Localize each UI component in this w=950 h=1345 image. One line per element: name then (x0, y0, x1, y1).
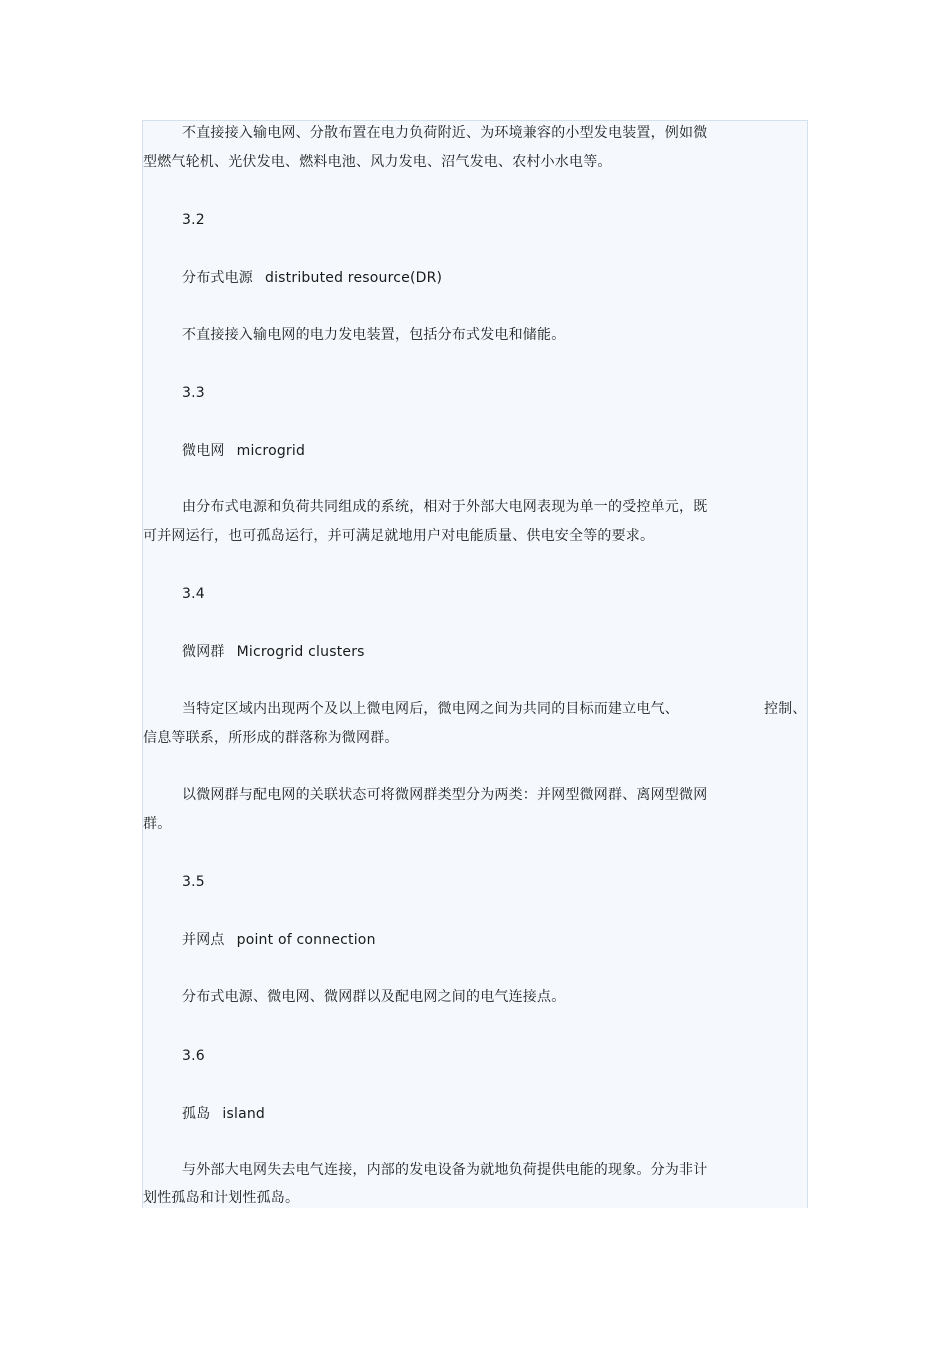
term-chinese: 分布式电源 (182, 270, 253, 286)
section-number: 3.4 (182, 586, 205, 602)
term-heading (182, 442, 305, 460)
term-chinese: 并网点 (182, 932, 225, 948)
definition-line: 划性孤岛和计划性孤岛。 (143, 1190, 300, 1206)
term-heading (182, 269, 442, 287)
section-number: 3.2 (182, 212, 205, 228)
term-chinese: 微电网 (182, 443, 225, 459)
note-line: 群。 (143, 816, 172, 832)
definition-line: 由分布式电源和负荷共同组成的系统，相对于外部大电网表现为单一的受控单元，既 (182, 499, 708, 515)
section-number: 3.5 (182, 874, 205, 890)
definition-line-tail: 控制、 (764, 701, 807, 717)
note-line: 以微网群与配电网的关联状态可将微网群类型分为两类：并网型微网群、离网型微网 (182, 787, 708, 803)
section-number: 3.3 (182, 385, 205, 401)
paragraph-line: 型燃气轮机、光伏发电、燃料电池、风力发电、沼气发电、农村小水电等。 (143, 154, 612, 170)
term-english: microgrid (236, 443, 306, 459)
term-heading (182, 643, 365, 661)
section-number: 3.6 (182, 1048, 205, 1064)
paragraph-line: 不直接接入输电网、分散布置在电力负荷附近、为环境兼容的小型发电装置，例如微 (182, 125, 708, 141)
term-english: island (222, 1106, 266, 1122)
term-chinese: 微网群 (182, 644, 225, 660)
definition-line: 可并网运行，也可孤岛运行，并可满足就地用户对电能质量、供电安全等的要求。 (143, 528, 655, 544)
definition-line: 不直接接入输电网的电力发电装置，包括分布式发电和储能。 (182, 327, 566, 343)
term-english: distributed resource(DR) (265, 270, 443, 286)
definition-line: 信息等联系，所形成的群落称为微网群。 (143, 730, 399, 746)
term-heading (182, 931, 376, 949)
definition-line: 与外部大电网失去电气连接，内部的发电设备为就地负荷提供电能的现象。分为非计 (182, 1162, 708, 1178)
term-english: point of connection (236, 932, 376, 948)
definition-line: 当特定区域内出现两个及以上微电网后，微电网之间为共同的目标而建立电气、 (182, 701, 679, 717)
term-english: Microgrid clusters (236, 644, 365, 660)
term-heading (182, 1105, 265, 1123)
term-chinese: 孤岛 (182, 1106, 211, 1122)
definition-line: 分布式电源、微电网、微网群以及配电网之间的电气连接点。 (182, 989, 566, 1005)
